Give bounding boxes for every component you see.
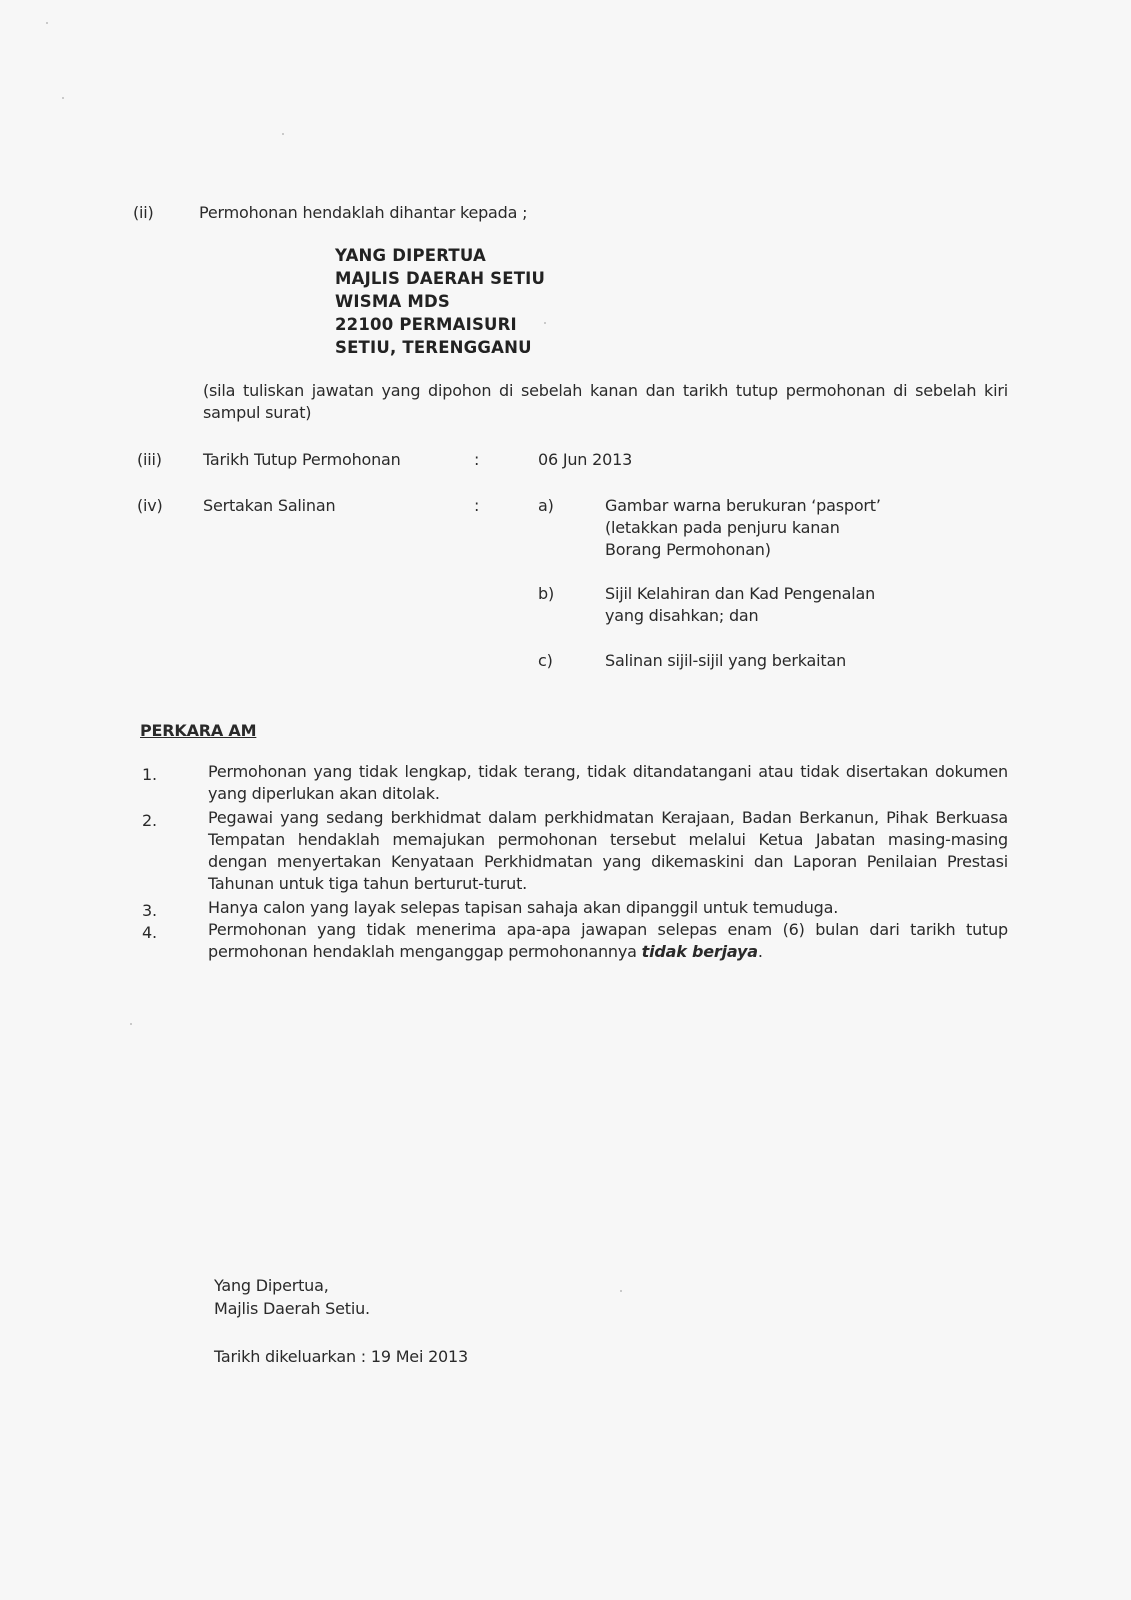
section-ii-label: (ii)	[133, 203, 154, 222]
scan-speck	[130, 1023, 132, 1025]
scan-speck	[282, 133, 284, 135]
attachment-text: Borang Permohonan)	[605, 540, 771, 559]
scan-speck	[46, 22, 48, 24]
list-item-text-part: .	[757, 942, 763, 961]
address-line: WISMA MDS	[335, 292, 450, 311]
attachment-marker: c)	[538, 651, 553, 670]
attachments-field: Sertakan Salinan	[203, 496, 336, 515]
attachment-marker: b)	[538, 584, 554, 603]
list-item-text	[208, 919, 1008, 963]
list-item-number: 1.	[142, 765, 157, 784]
list-item-text: Permohonan yang tidak lengkap, tidak terang, tidak ditandatangani atau tidak disertakan dokumen yang diperlukan akan ditolak.	[208, 762, 1008, 803]
address-line: 22100 PERMAISURI	[335, 315, 517, 334]
signatory-title: Yang Dipertua,	[214, 1276, 329, 1295]
list-item-number: 4.	[142, 923, 157, 942]
attachment-text: yang disahkan; dan	[605, 606, 759, 625]
attachment-marker: a)	[538, 496, 554, 515]
list-item-text-part: Permohonan yang tidak menerima apa-apa jawapan selepas enam (6) bulan dari tarikh tutup permohonan hendaklah menganggap permohonannya	[208, 920, 1008, 961]
attachment-text: Gambar warna berukuran ‘pasport’	[605, 496, 881, 515]
address-line: YANG DIPERTUA	[335, 246, 486, 265]
colon: :	[474, 450, 480, 469]
list-item-number: 3.	[142, 901, 157, 920]
issue-date: Tarikh dikeluarkan : 19 Mei 2013	[214, 1347, 468, 1366]
scan-speck	[620, 1290, 622, 1292]
section-heading: PERKARA AM	[140, 721, 257, 740]
attachment-text: Sijil Kelahiran dan Kad Pengenalan	[605, 584, 876, 603]
address-line: MAJLIS DAERAH SETIU	[335, 269, 546, 288]
list-item-number: 2.	[142, 811, 157, 830]
scan-speck	[62, 97, 64, 99]
emphasis-text: tidak berjaya	[641, 942, 758, 961]
attachment-text: Salinan sijil-sijil yang berkaitan	[605, 651, 847, 670]
closing-date-value: 06 Jun 2013	[538, 450, 633, 469]
closing-date-field: Tarikh Tutup Permohonan	[203, 450, 401, 469]
colon: :	[474, 496, 480, 515]
section-iii-label: (iii)	[137, 450, 162, 469]
section-iv-label: (iv)	[137, 496, 163, 515]
envelope-note: (sila tuliskan jawatan yang dipohon di sebelah kanan dan tarikh tutup permohonan di sebelah kiri sampul surat)	[203, 381, 1008, 422]
address-line: SETIU, TERENGGANU	[335, 338, 532, 357]
scan-speck	[544, 322, 546, 324]
signatory-organisation: Majlis Daerah Setiu.	[214, 1299, 370, 1318]
attachment-text: (letakkan pada penjuru kanan	[605, 518, 840, 537]
list-item-text: Hanya calon yang layak selepas tapisan sahaja akan dipanggil untuk temuduga.	[208, 898, 839, 917]
list-item-text: Pegawai yang sedang berkhidmat dalam perkhidmatan Kerajaan, Badan Berkanun, Pihak Berkuasa Tempatan hendaklah memajukan permohonan tersebut melalui Ketua Jabatan masing-masing dengan menyertakan Kenyataan Perkhidmatan yang dikemaskini dan Laporan Penilaian Prestasi Tahunan untuk tiga tahun berturut-turut.	[208, 808, 1008, 893]
section-ii-text: Permohonan hendaklah dihantar kepada ;	[199, 203, 528, 222]
